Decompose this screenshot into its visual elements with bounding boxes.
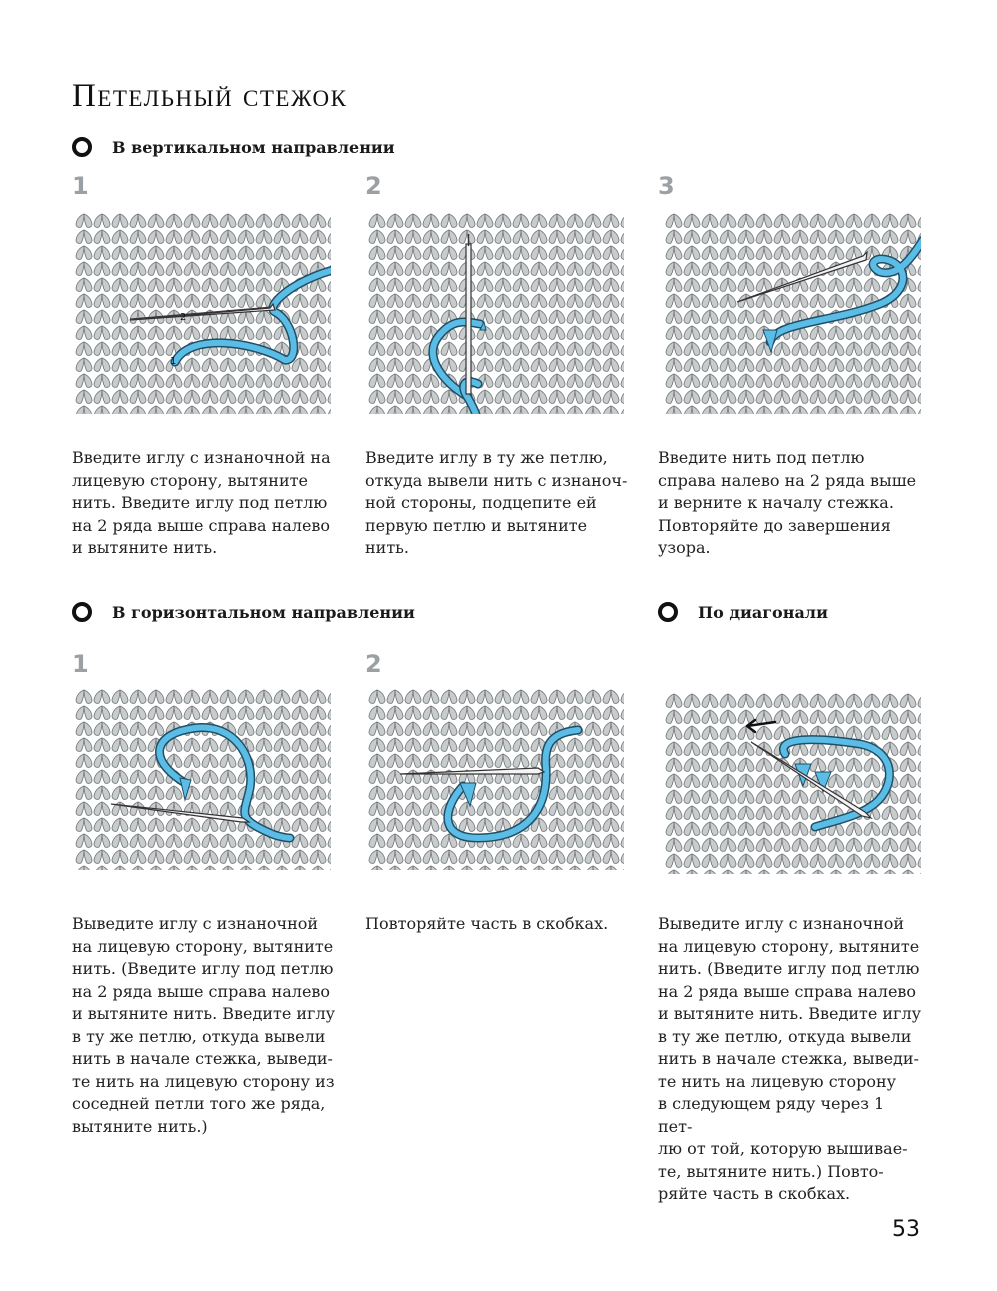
section-horizontal-heading — [72, 602, 415, 622]
horizontal-step-1-diagram — [75, 688, 331, 890]
vertical-step-2-diagram — [368, 212, 624, 414]
circle-bullet-icon — [72, 137, 92, 157]
caption: Введите нить под петлю справа налево на 2 ряда выше и верните к началу стежка. Повторяйте до завершения узора. — [658, 448, 917, 557]
section-vertical-heading — [72, 137, 395, 157]
diagonal-step-diagram — [665, 692, 921, 894]
caption: Введите иглу в ту же петлю, откуда вывели нить с изнаноч- ной стороны, подцепите ей первую петлю и вытяните нить. — [365, 448, 628, 557]
page-number: 53 — [892, 1217, 920, 1242]
section-vertical-label: В вертикальном направлении — [112, 137, 395, 157]
step-number: 2 — [365, 172, 382, 200]
step-number: 1 — [72, 650, 89, 678]
step-number: 3 — [658, 172, 675, 200]
section-diagonal-heading — [658, 602, 828, 622]
horizontal-step-2-diagram — [368, 688, 624, 890]
section-diagonal-label: По диагонали — [698, 602, 828, 622]
page-title: Петельный стежок — [72, 78, 348, 114]
circle-bullet-icon — [72, 602, 92, 622]
step-number: 2 — [365, 650, 382, 678]
circle-bullet-icon — [658, 602, 678, 622]
vertical-step-1-diagram — [75, 212, 331, 414]
section-horizontal-label: В горизонтальном направлении — [112, 602, 415, 622]
vertical-step-3-diagram — [665, 212, 921, 414]
point-label: 1 — [170, 356, 177, 367]
caption: Введите иглу с изнаночной на лицевую сторону, вытяните нить. Введите иглу под петлю на 2 ряда выше справа налево и вытяните нить. — [72, 448, 331, 557]
caption: Выведите иглу с изнаночной на лицевую сторону, вытяните нить. (Введите иглу под петлю на 2 ряда выше справа налево и вытяните нить. Введите иглу в ту же петлю, откуда вывели нить в начале стежка, выведи- те нить на лицевую сторону в следующем ряду через 1 пет- лю от той, которую вышивае- те, вытяните нить.) Повто- ряйте часть в скобках. — [658, 914, 922, 1203]
step-number: 1 — [72, 172, 89, 200]
caption: Повторяйте часть в скобках. — [365, 914, 609, 933]
caption: Выведите иглу с изнаночной на лицевую сторону, вытяните нить. (Введите иглу под петлю на 2 ряда выше справа налево и вытяните нить. Введите иглу в ту же петлю, откуда вывели нить в начале стежка, выведи- те нить на лицевую сторону из соседней петли того же ряда, вытяните нить.) — [72, 914, 336, 1136]
point-label: 2 — [180, 312, 187, 323]
